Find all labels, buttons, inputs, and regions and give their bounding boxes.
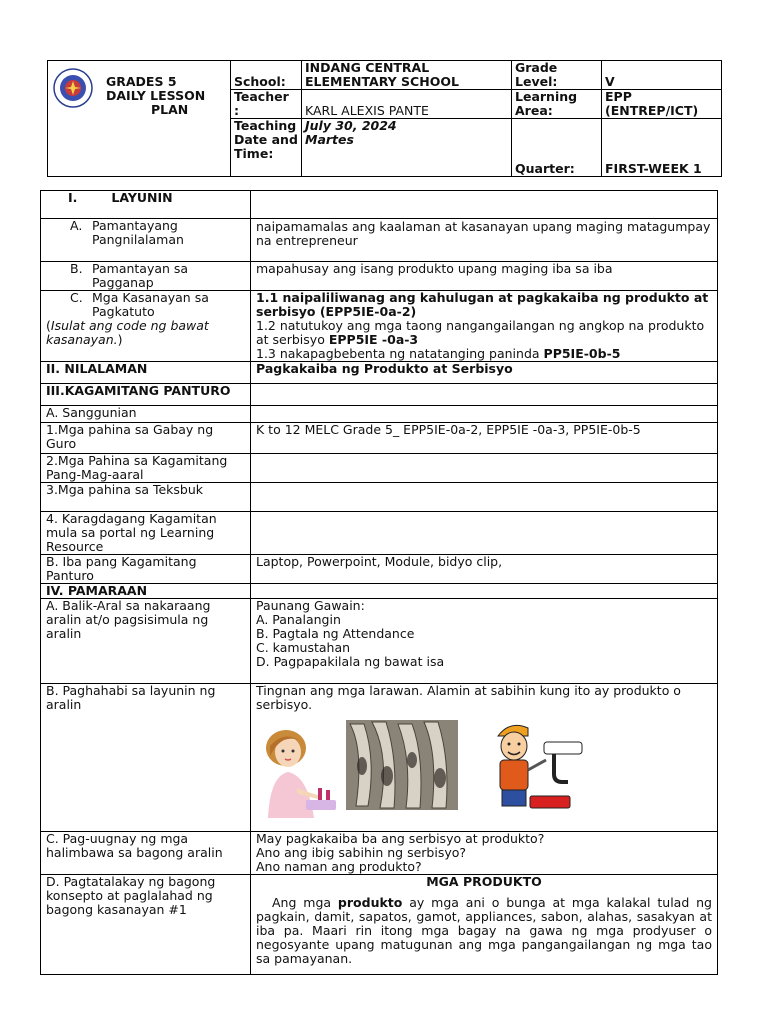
paguugnay-item-1: Ano ang ibig sabihin ng serbisyo? (256, 845, 467, 860)
paghahabi-text: Tingnan ang mga larawan. Alamin at sabihin kung ito ay produkto o serbisyo. (256, 683, 681, 712)
pamaraan-label: IV. PAMARAAN (41, 584, 251, 599)
nilalaman-label: II. NILALAMAN (41, 362, 251, 384)
kasanayan-3: 1.3 nakapagbebenta ng natatanging paninda PP5IE-0b-5 (256, 346, 621, 361)
paguugnay-item-0: May pagkakaiba ba ang serbisyo at produkto? (256, 831, 545, 846)
date-label: Teaching Date and Time: (231, 119, 302, 177)
deped-seal-logo (53, 68, 93, 108)
layunin-heading (41, 191, 251, 219)
paghahabi-label: B. Paghahabi sa layunin ng aralin (41, 684, 251, 832)
pamantayan-pagganap-value: mapahusay ang isang produkto upang maging iba sa iba (251, 262, 718, 291)
gabay-value: K to 12 MELC Grade 5_ EPP5IE-0a-2, EPP5IE -0a-3, PP5IE-0b-5 (251, 423, 718, 454)
kagamitan-label: III.KAGAMITANG PANTURO (41, 384, 251, 406)
school-value: INDANG CENTRAL ELEMENTARY SCHOOL (302, 61, 512, 90)
kasanayan-1: 1.1 naipaliliwanag ang kahulugan at pagkakaiba ng produkto at serbisyo (EPP5IE-0a-2) (256, 290, 709, 319)
karagdagang-label: 4. Karagdagang Kagamitan mula sa portal ng Learning Resource (41, 512, 251, 555)
title-line-2: DAILY LESSON (106, 88, 206, 103)
balik-item-3: C. kamustahan (256, 640, 351, 655)
grade-value: V (602, 61, 722, 90)
header-title-cell (48, 61, 231, 177)
header-table (47, 60, 722, 177)
date-value: July 30, 2024 (305, 118, 397, 133)
pamantayan-pagganap-label: B. Pamantayan sa Pagganap (41, 262, 251, 291)
picture-row (256, 712, 712, 812)
balik-item-2: B. Pagtala ng Attendance (256, 626, 415, 641)
balik-item-1: A. Panalangin (256, 612, 341, 627)
dried-fish-image (346, 720, 458, 810)
manicurist-image (256, 726, 338, 818)
sanggunian-label: A. Sanggunian (41, 406, 251, 423)
pamantayang-pangnilalaman-label: A. Pamantayang Pangnilalaman (41, 219, 251, 262)
area-label: Learning Area: (512, 90, 602, 119)
title-line-3: PLAN (151, 102, 189, 117)
produkto-paragraph: Ang mga produkto ay mga ani o bunga at mga kalakal tulad ng pagkain, damit, sapatos, gamot, appliances, sabon, alahas, sasakyan at iba pa. Maari rin itong mga bagay na gawa ng mga prodyuser o negosyante upang matugunan ang mga pangangailangan ng mga tao sa pamayanan. (256, 895, 712, 966)
area-value: EPP (ENTREP/ICT) (602, 90, 722, 119)
iba-pang-label: B. Iba pang Kagamitang Panturo (41, 555, 251, 584)
school-label: School: (231, 61, 302, 90)
iba-pang-value: Laptop, Powerpoint, Module, bidyo clip, (251, 555, 718, 584)
gabay-label: 1.Mga pahina sa Gabay ng Guro (41, 423, 251, 454)
pagtatalakay-label: D. Pagtatalakay ng bagong konsepto at paglalahad ng bagong kasanayan #1 (41, 875, 251, 975)
quarter-value: FIRST-WEEK 1 (602, 119, 722, 177)
day-value: Martes (305, 132, 354, 147)
paguugnay-label: C. Pag-uugnay ng mga halimbawa sa bagong aralin (41, 832, 251, 875)
balik-aral-label: A. Balik-Aral sa nakaraang aralin at/o pagsisimula ng aralin (41, 599, 251, 684)
kasanayan-label: C. Mga Kasanayan sa Pagkatuto (Isulat ang code ng bawat kasanayan.) (41, 291, 251, 362)
date-value-cell (302, 119, 512, 177)
plumber-image (488, 716, 584, 812)
balik-item-4: D. Pagpapakilala ng bawat isa (256, 654, 445, 669)
paguugnay-value (251, 832, 718, 875)
paguugnay-item-2: Ano naman ang produkto? (256, 859, 422, 874)
balik-aral-value (251, 599, 718, 684)
pamantayang-pangnilalaman-value: naipamamalas ang kaalaman at kasanayan upang maging matagumpay na entrepreneur (251, 219, 718, 262)
teacher-label: Teacher : (231, 90, 302, 119)
kasanayan-2: 1.2 natutukoy ang mga taong nangangailangan ng angkop na produkto at serbisyo EPP5IE -0a-3 (256, 318, 705, 347)
quarter-label: Quarter: (512, 119, 602, 177)
produkto-heading: MGA PRODUKTO (426, 874, 542, 889)
lesson-table (40, 190, 718, 975)
mag-aaral-label: 2.Mga Pahina sa Kagamitang Pang-Mag-aaral (41, 454, 251, 483)
kasanayan-note: Isulat ang code ng bawat kasanayan. (46, 318, 209, 347)
teacher-value: KARL ALEXIS PANTE (302, 90, 512, 119)
paghahabi-value (251, 684, 718, 832)
layunin-label: LAYUNIN (111, 190, 173, 205)
balik-item-0: Paunang Gawain: (256, 598, 365, 613)
grade-label: Grade Level: (512, 61, 602, 90)
pagtatalakay-value (251, 875, 718, 975)
title-line-1: GRADES 5 (106, 74, 177, 89)
nilalaman-value: Pagkakaiba ng Produkto at Serbisyo (251, 362, 718, 384)
layunin-num: I. (68, 190, 78, 205)
kasanayan-value (251, 291, 718, 362)
teksbuk-label: 3.Mga pahina sa Teksbuk (41, 483, 251, 512)
